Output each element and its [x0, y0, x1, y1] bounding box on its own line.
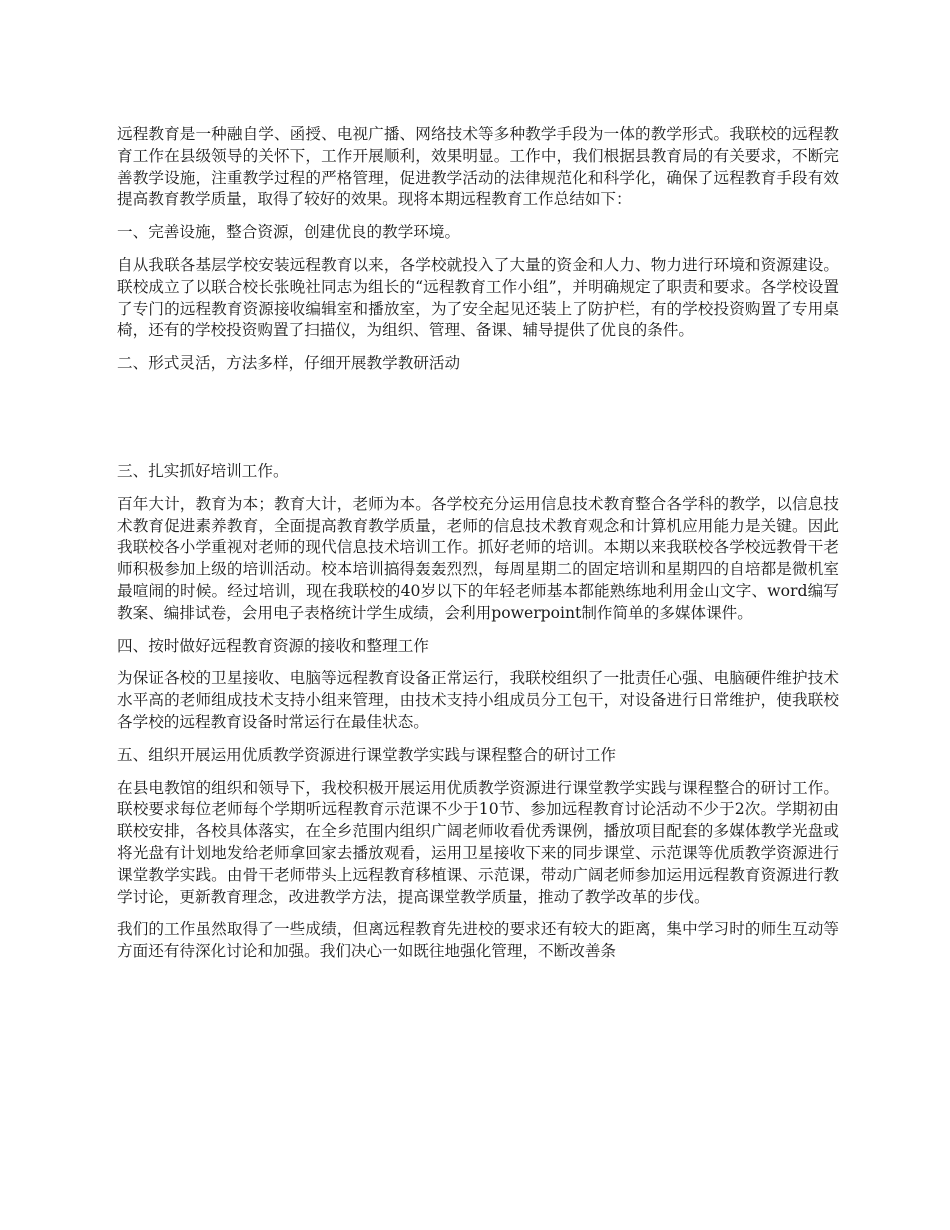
intro-paragraph: 远程教育是一种融自学、函授、电视广播、网络技术等多种教学手段为一体的教学形式。我联校的远程教育工作在县级领导的关怀下，工作开展顺利，效果明显。工作中，我们根据县教育局的有关要求，不断完善教学设施，注重教学过程的严格管理，促进教学活动的法律规范化和科学化，确保了远程教育手段有效提高教育教学质量，取得了较好的效果。现将本期远程教育工作总结如下：: [117, 125, 839, 209]
closing-paragraph: 我们的工作虽然取得了一些成绩，但离远程教育先进校的要求还有较大的距离，集中学习时的师生互动等方面还有待深化讨论和加强。我们决心一如既往地强化管理，不断改善条: [117, 920, 839, 961]
document-body: [117, 124, 839, 974]
section-paragraph-4: 为保证各校的卫星接收、电脑等远程教育设备正常运行，我联校组织了一批责任心强、电脑硬件维护技术水平高的老师组成技术支持小组来管理，由技术支持小组成员分工包干，对设备进行日常维护，使我联校各学校的远程教育设备时常运行在最佳状态。: [117, 669, 839, 731]
section-heading-1: 一、完善设施，整合资源，创建优良的教学环境。: [117, 223, 461, 242]
section-heading-5: 五、组织开展运用优质教学资源进行课堂教学实践与课程整合的研讨工作: [117, 745, 617, 764]
section-heading-2: 二、形式灵活，方法多样，仔细开展教学教研活动: [117, 354, 461, 373]
section-paragraph-1: 自从我联各基层学校安装远程教育以来，各学校就投入了大量的资金和人力、物力进行环境和资源建设。联校成立了以联合校长张晚社同志为组长的“远程教育工作小组”，并明确规定了职责和要求。各学校设置了专门的远程教育资源接收编辑室和播放室，为了安全起见还装上了防护栏，有的学校投资购置了专用桌椅，还有的学校投资购置了扫描仪，为组织、管理、备课、辅导提供了优良的条件。: [117, 255, 839, 340]
section-paragraph-5: 在县电教馆的组织和领导下，我校积极开展运用优质教学资源进行课堂教学实践与课程整合的研讨工作。联校要求每位老师每个学期听远程教育示范课不少于10节、参加远程教育讨论活动不少于2次。学期初由联校安排，各校具体落实，在全乡范围内组织广阔老师收看优秀课例，播放项目配套的多媒体教学光盘或将光盘有计划地发给老师拿回家去播放观看，运用卫星接收下来的同步课堂、示范课等优质教学资源进行课堂教学实践。由骨干老师带头上远程教育移植课、示范课，带动广阔老师参加运用远程教育资源进行教学讨论，更新教育理念，改进教学方法，提高课堂教学质量，推动了教学改革的步伐。: [117, 778, 839, 906]
blank-space: [117, 386, 839, 461]
section-heading-4: 四、按时做好远程教育资源的接收和整理工作: [117, 636, 429, 655]
section-heading-3: 三、扎实抓好培训工作。: [117, 461, 289, 480]
section-paragraph-3: 百年大计，教育为本；教育大计，老师为本。各学校充分运用信息技术教育整合各学科的教学，以信息技术教育促进素养教育，全面提高教育教学质量，老师的信息技术教育观念和计算机应用能力是关键。因此我联校各小学重视对老师的现代信息技术培训工作。抓好老师的培训。本期以来我联校各学校远教骨干老师积极参加上级的培训活动。校本培训搞得轰轰烈烈，每周星期二的固定培训和星期四的自培都是微机室最喧闹的时候。经过培训，现在我联校的40岁以下的年轻老师基本都能熟练地利用金山文字、word编写教案、编排试卷，会用电子表格统计学生成绩，会利用powerpoint制作简单的多媒体课件。: [117, 494, 839, 622]
